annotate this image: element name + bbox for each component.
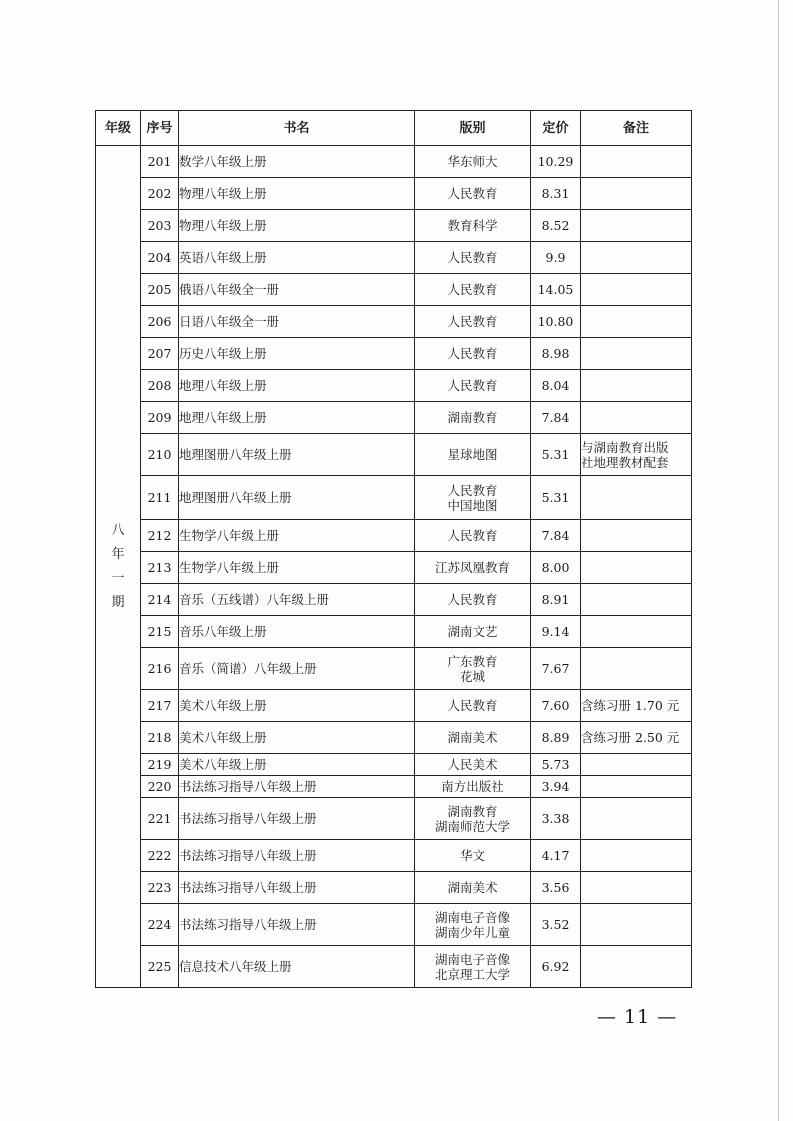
- note-cell: [581, 476, 692, 520]
- table-row: [96, 370, 692, 402]
- edition-line: 人民教育: [447, 698, 498, 713]
- note-cell: [581, 798, 692, 840]
- edition-cell: [415, 584, 531, 616]
- price-cell: 7.60: [531, 690, 581, 722]
- price-cell: 7.84: [531, 520, 581, 552]
- seq-cell: 203: [141, 210, 179, 242]
- title-cell: 书法练习指导八年级上册: [179, 840, 415, 872]
- price-cell: 5.31: [531, 476, 581, 520]
- seq-cell: 208: [141, 370, 179, 402]
- edition-cell: [415, 552, 531, 584]
- price-cell: 5.73: [531, 754, 581, 776]
- seq-cell: 225: [141, 946, 179, 988]
- title-cell: 书法练习指导八年级上册: [179, 904, 415, 946]
- table-row: [96, 648, 692, 690]
- edition-cell: [415, 242, 531, 274]
- edition-line: 湖南电子音像: [434, 909, 510, 925]
- title-cell: 美术八年级上册: [179, 754, 415, 776]
- table-row: [96, 338, 692, 370]
- edition-line: 湖南师范大学: [434, 818, 510, 834]
- price-cell: 3.56: [531, 872, 581, 904]
- seq-cell: 219: [141, 754, 179, 776]
- edition-cell: [415, 434, 531, 476]
- note-line: 含练习册 2.50 元: [581, 730, 680, 745]
- note-cell: [581, 274, 692, 306]
- seq-cell: 201: [141, 146, 179, 178]
- title-cell: 信息技术八年级上册: [179, 946, 415, 988]
- table-row: [96, 722, 692, 754]
- note-cell: [581, 520, 692, 552]
- title-cell: 音乐八年级上册: [179, 616, 415, 648]
- seq-cell: 206: [141, 306, 179, 338]
- price-cell: 8.00: [531, 552, 581, 584]
- note-line: 社地理教材配套: [581, 454, 669, 470]
- price-cell: 9.14: [531, 616, 581, 648]
- seq-cell: 212: [141, 520, 179, 552]
- edition-line: 北京理工大学: [434, 966, 510, 982]
- table-body: [96, 146, 692, 988]
- seq-cell: 221: [141, 798, 179, 840]
- header-note: 备注: [581, 111, 692, 146]
- edition-line: 人民教育: [447, 346, 498, 361]
- price-cell: 10.80: [531, 306, 581, 338]
- price-cell: 4.17: [531, 840, 581, 872]
- note-cell: [581, 872, 692, 904]
- seq-cell: 210: [141, 434, 179, 476]
- edition-line: 南方出版社: [441, 779, 504, 794]
- seq-cell: 204: [141, 242, 179, 274]
- header-grade: 年级: [96, 111, 141, 146]
- note-cell: [581, 648, 692, 690]
- edition-cell: [415, 146, 531, 178]
- title-cell: 美术八年级上册: [179, 690, 415, 722]
- price-cell: 8.31: [531, 178, 581, 210]
- table-row: [96, 242, 692, 274]
- seq-cell: 220: [141, 776, 179, 798]
- table-row: [96, 476, 692, 520]
- note-cell: [581, 146, 692, 178]
- title-cell: 地理八年级上册: [179, 402, 415, 434]
- title-cell: 英语八年级上册: [179, 242, 415, 274]
- edition-cell: [415, 210, 531, 242]
- edition-cell: [415, 338, 531, 370]
- edition-cell: [415, 840, 531, 872]
- edition-line: 湖南美术: [447, 730, 498, 745]
- edition-line: 教育科学: [447, 218, 498, 233]
- table-row: [96, 840, 692, 872]
- note-cell: [581, 904, 692, 946]
- price-cell: 10.29: [531, 146, 581, 178]
- title-cell: 书法练习指导八年级上册: [179, 776, 415, 798]
- seq-cell: 222: [141, 840, 179, 872]
- table-row: [96, 274, 692, 306]
- title-cell: 美术八年级上册: [179, 722, 415, 754]
- price-cell: 3.94: [531, 776, 581, 798]
- seq-cell: 213: [141, 552, 179, 584]
- title-cell: 书法练习指导八年级上册: [179, 798, 415, 840]
- price-cell: 8.04: [531, 370, 581, 402]
- edition-line: 湖南教育: [447, 410, 498, 425]
- grade-cell: [96, 146, 141, 988]
- edition-cell: [415, 274, 531, 306]
- edition-line: 湖南文艺: [447, 624, 498, 639]
- edition-line: 江苏凤凰教育: [434, 560, 510, 575]
- table-row: [96, 146, 692, 178]
- note-cell: [581, 370, 692, 402]
- note-cell: [581, 840, 692, 872]
- note-cell: [581, 584, 692, 616]
- table-row: [96, 616, 692, 648]
- note-cell: [581, 434, 692, 476]
- table-row: [96, 904, 692, 946]
- note-cell: [581, 402, 692, 434]
- table-row: [96, 798, 692, 840]
- seq-cell: 209: [141, 402, 179, 434]
- edition-cell: [415, 690, 531, 722]
- note-cell: [581, 552, 692, 584]
- table-row: [96, 178, 692, 210]
- edition-line: 星球地图: [447, 447, 498, 462]
- title-cell: 地理八年级上册: [179, 370, 415, 402]
- note-cell: [581, 210, 692, 242]
- header-seq: 序号: [141, 111, 179, 146]
- table-row: [96, 872, 692, 904]
- note-cell: [581, 616, 692, 648]
- price-cell: 8.89: [531, 722, 581, 754]
- price-cell: 8.91: [531, 584, 581, 616]
- edition-line: 人民教育: [447, 186, 498, 201]
- title-cell: 地理图册八年级上册: [179, 476, 415, 520]
- table-row: [96, 306, 692, 338]
- note-cell: [581, 178, 692, 210]
- note-line: 与湖南教育出版: [581, 439, 669, 455]
- seq-cell: 205: [141, 274, 179, 306]
- table-row: [96, 434, 692, 476]
- edition-line: 湖南少年儿童: [434, 924, 510, 940]
- seq-cell: 207: [141, 338, 179, 370]
- price-cell: 7.67: [531, 648, 581, 690]
- table-row: [96, 552, 692, 584]
- edition-cell: [415, 306, 531, 338]
- edition-line: 人民教育: [447, 314, 498, 329]
- header-edition: 版别: [415, 111, 531, 146]
- edition-cell: [415, 476, 531, 520]
- note-cell: [581, 338, 692, 370]
- edition-line: 人民教育: [447, 528, 498, 543]
- table-row: [96, 946, 692, 988]
- grade-label: 八年一期: [111, 522, 125, 610]
- title-cell: 历史八年级上册: [179, 338, 415, 370]
- table-row: [96, 584, 692, 616]
- seq-cell: 202: [141, 178, 179, 210]
- edition-cell: [415, 616, 531, 648]
- price-cell: 6.92: [531, 946, 581, 988]
- table-row: [96, 690, 692, 722]
- header-title: 书名: [179, 111, 415, 146]
- table-row: [96, 402, 692, 434]
- edition-cell: [415, 520, 531, 552]
- seq-cell: 216: [141, 648, 179, 690]
- edition-line: 广东教育: [447, 653, 498, 669]
- seq-cell: 223: [141, 872, 179, 904]
- edition-cell: [415, 370, 531, 402]
- note-cell: [581, 306, 692, 338]
- edition-line: 人民教育: [447, 482, 498, 498]
- scan-edge-line: [778, 0, 779, 1121]
- edition-cell: [415, 722, 531, 754]
- price-cell: 5.31: [531, 434, 581, 476]
- edition-line: 湖南美术: [447, 880, 498, 895]
- note-cell: [581, 946, 692, 988]
- table-row: [96, 776, 692, 798]
- edition-cell: [415, 648, 531, 690]
- header-price: 定价: [531, 111, 581, 146]
- table-row: [96, 520, 692, 552]
- title-cell: 数学八年级上册: [179, 146, 415, 178]
- title-cell: 生物学八年级上册: [179, 552, 415, 584]
- edition-cell: [415, 402, 531, 434]
- title-cell: 俄语八年级全一册: [179, 274, 415, 306]
- note-cell: [581, 776, 692, 798]
- table-row: [96, 754, 692, 776]
- edition-cell: [415, 904, 531, 946]
- edition-line: 人民教育: [447, 250, 498, 265]
- edition-cell: [415, 178, 531, 210]
- edition-line: 湖南教育: [447, 803, 498, 819]
- page-number: — 11 —: [597, 1006, 678, 1028]
- title-cell: 生物学八年级上册: [179, 520, 415, 552]
- edition-cell: [415, 872, 531, 904]
- note-cell: [581, 690, 692, 722]
- title-cell: 音乐（简谱）八年级上册: [179, 648, 415, 690]
- price-cell: 7.84: [531, 402, 581, 434]
- note-cell: [581, 242, 692, 274]
- seq-cell: 217: [141, 690, 179, 722]
- edition-cell: [415, 798, 531, 840]
- seq-cell: 211: [141, 476, 179, 520]
- table-header-row: [96, 111, 692, 146]
- title-cell: 书法练习指导八年级上册: [179, 872, 415, 904]
- edition-line: 中国地图: [447, 497, 498, 513]
- title-cell: 日语八年级全一册: [179, 306, 415, 338]
- note-cell: [581, 722, 692, 754]
- edition-line: 人民教育: [447, 282, 498, 297]
- seq-cell: 214: [141, 584, 179, 616]
- note-cell: [581, 754, 692, 776]
- edition-line: 花城: [459, 668, 485, 684]
- price-cell: 14.05: [531, 274, 581, 306]
- edition-line: 华文: [459, 848, 485, 863]
- price-cell: 9.9: [531, 242, 581, 274]
- edition-cell: [415, 946, 531, 988]
- note-line: 含练习册 1.70 元: [581, 698, 680, 713]
- price-cell: 8.52: [531, 210, 581, 242]
- edition-line: 华东师大: [447, 154, 498, 169]
- title-cell: 音乐（五线谱）八年级上册: [179, 584, 415, 616]
- price-cell: 3.52: [531, 904, 581, 946]
- edition-cell: [415, 776, 531, 798]
- title-cell: 物理八年级上册: [179, 178, 415, 210]
- edition-line: 人民教育: [447, 378, 498, 393]
- price-cell: 8.98: [531, 338, 581, 370]
- seq-cell: 224: [141, 904, 179, 946]
- textbook-price-table: [95, 110, 692, 988]
- table-row: [96, 210, 692, 242]
- seq-cell: 218: [141, 722, 179, 754]
- price-cell: 3.38: [531, 798, 581, 840]
- edition-line: 人民教育: [447, 592, 498, 607]
- seq-cell: 215: [141, 616, 179, 648]
- edition-line: 人民美术: [447, 757, 498, 772]
- edition-line: 湖南电子音像: [434, 951, 510, 967]
- edition-cell: [415, 754, 531, 776]
- title-cell: 地理图册八年级上册: [179, 434, 415, 476]
- title-cell: 物理八年级上册: [179, 210, 415, 242]
